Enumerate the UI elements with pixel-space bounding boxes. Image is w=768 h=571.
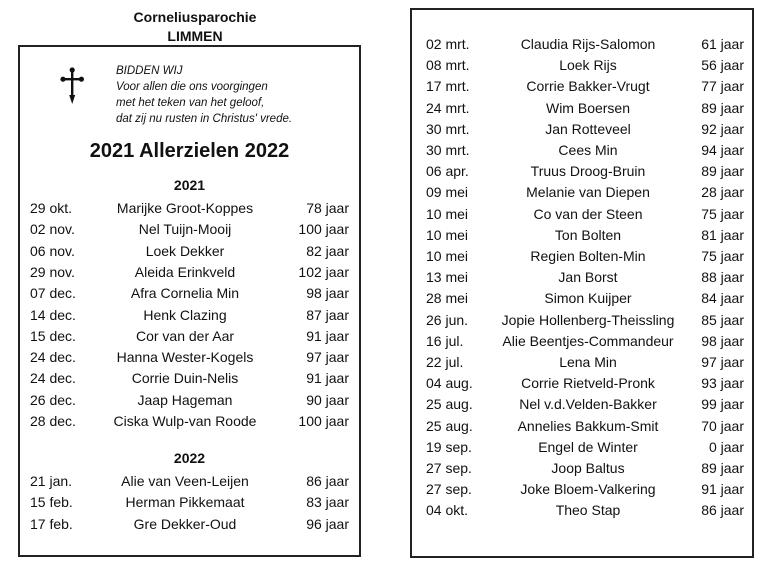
memorial-entry	[30, 241, 349, 262]
entry-age: 78 jaar	[306, 200, 349, 216]
memorial-entry	[426, 416, 744, 437]
prayer-line: met het teken van het geloof,	[116, 97, 265, 109]
entry-date: 17 mrt.	[426, 78, 470, 95]
entry-date: 26 jun.	[426, 311, 469, 328]
entry-date: 06 apr.	[426, 163, 469, 180]
entry-age: 81 jaar	[701, 226, 744, 243]
entry-name: Aleida Erinkveld	[134, 263, 236, 280]
entry-date: 19 sep.	[426, 438, 472, 455]
year-heading-2021: 2021	[173, 177, 206, 193]
entry-name: Wim Boersen	[545, 99, 631, 116]
prayer-text	[116, 63, 292, 127]
entry-date: 30 mrt.	[426, 120, 470, 137]
entry-name: Engel de Winter	[538, 438, 638, 455]
entry-name: Corrie Bakker-Vrugt	[526, 78, 650, 95]
memorial-entry	[426, 458, 744, 479]
entry-date: 16 jul.	[426, 332, 464, 349]
memorial-entry	[426, 246, 744, 267]
memorial-entry	[30, 514, 349, 535]
entry-age: 98 jaar	[306, 285, 349, 302]
entry-name: Jopie Hollenberg-Theissling	[501, 311, 675, 328]
memorial-entry	[30, 411, 349, 432]
entry-age: 86 jaar	[701, 502, 744, 519]
entry-name: Cees Min	[558, 142, 618, 158]
entry-name: Loek Rijs	[559, 57, 617, 74]
entry-date: 10 mei	[426, 205, 469, 222]
memorial-entry	[426, 394, 744, 415]
entry-age: 70 jaar	[701, 417, 744, 434]
entry-age: 100 jaar	[298, 413, 349, 429]
memorial-entry	[426, 76, 744, 97]
entry-date: 21 jan.	[30, 473, 73, 489]
entry-name: Nel Tuijn-Mooij	[138, 221, 232, 238]
memorial-entry	[426, 267, 744, 288]
entry-date: 02 mrt.	[426, 36, 470, 52]
entry-age: 98 jaar	[701, 332, 744, 349]
entry-date: 28 mei	[426, 290, 469, 307]
entry-age: 28 jaar	[701, 184, 744, 201]
entry-date: 26 dec.	[30, 391, 76, 408]
entry-name: Co van der Steen	[533, 205, 643, 222]
entry-name: Ciska Wulp-van Roode	[113, 413, 257, 429]
entry-age: 92 jaar	[701, 120, 744, 137]
memorial-entry	[426, 34, 744, 55]
entry-age: 89 jaar	[701, 163, 744, 180]
entry-name: Melanie van Diepen	[526, 184, 650, 201]
entry-age: 91 jaar	[306, 327, 349, 344]
entry-name: Regien Bolten-Min	[530, 248, 646, 264]
entry-age: 83 jaar	[306, 494, 349, 511]
memorial-entry	[426, 331, 744, 352]
entry-date: 13 mei	[426, 269, 469, 286]
entry-name: Loek Dekker	[145, 242, 225, 259]
entry-date: 15 dec.	[30, 327, 76, 344]
entry-name: Simon Kuijper	[544, 290, 632, 307]
memorial-entry	[30, 262, 349, 283]
memorial-entry	[426, 479, 744, 500]
entry-age: 84 jaar	[701, 290, 744, 307]
entry-name: Afra Cornelia Min	[130, 285, 240, 302]
entry-name: Herman Pikkemaat	[125, 494, 245, 511]
entry-date: 09 mei	[426, 184, 469, 201]
right-page	[410, 8, 754, 558]
page-title: 2021 Allerzielen 2022	[89, 140, 290, 162]
memorial-entry	[426, 119, 744, 140]
entry-name: Theo Stap	[555, 502, 621, 519]
memorial-entry	[426, 140, 744, 161]
memorial-entry	[30, 305, 349, 326]
entry-date: 02 nov.	[30, 221, 75, 238]
memorial-entry	[426, 310, 744, 331]
prayer-line: BIDDEN WIJ	[116, 65, 183, 77]
entry-date: 30 mrt.	[426, 142, 470, 158]
memorial-entry	[30, 219, 349, 240]
entry-date: 28 dec.	[30, 413, 76, 429]
memorial-entry	[426, 352, 744, 373]
entry-date: 10 mei	[426, 248, 469, 264]
entry-age: 85 jaar	[701, 311, 744, 328]
entry-date: 04 okt.	[426, 502, 469, 519]
memorial-entry	[30, 326, 349, 347]
entry-age: 94 jaar	[701, 142, 744, 158]
entry-name: Claudia Rijs-Salomon	[520, 36, 656, 52]
memorial-entry	[30, 471, 349, 492]
entry-name: Marijke Groot-Koppes	[116, 200, 254, 216]
parish-header	[60, 8, 330, 46]
entry-date: 08 mrt.	[426, 57, 470, 74]
entry-name: Jaap Hageman	[137, 391, 233, 408]
memorial-entry	[30, 368, 349, 389]
entry-name: Jan Borst	[558, 269, 618, 286]
entry-age: 91 jaar	[306, 370, 349, 387]
year-heading-2022: 2022	[173, 450, 206, 466]
entry-name: Ton Bolten	[554, 226, 622, 243]
memorial-entry	[426, 182, 744, 203]
entry-age: 90 jaar	[306, 391, 349, 408]
entry-age: 93 jaar	[701, 375, 744, 392]
memorial-entry	[426, 98, 744, 119]
memorial-entry	[426, 288, 744, 309]
entry-name: Gre Dekker-Oud	[133, 515, 237, 532]
entry-date: 14 dec.	[30, 306, 76, 323]
memorial-entry	[30, 390, 349, 411]
entry-name: Joop Baltus	[551, 460, 625, 476]
entry-date: 25 aug.	[426, 396, 473, 413]
entry-age: 97 jaar	[701, 354, 744, 370]
parish-name: Corneliusparochie	[133, 9, 257, 25]
prayer-line: dat zij nu rusten in Christus' vrede.	[116, 113, 293, 125]
entry-age: 0 jaar	[708, 438, 744, 455]
entry-date: 10 mei	[426, 226, 469, 243]
entry-name: Alie Beentjes-Commandeur	[502, 332, 674, 349]
entry-name: Joke Bloem-Valkering	[520, 481, 656, 498]
entry-name: Corrie Rietveld-Pronk	[521, 375, 655, 392]
entry-name: Henk Clazing	[143, 306, 227, 323]
entry-date: 17 feb.	[30, 515, 73, 532]
memorial-entry	[426, 500, 744, 521]
entry-date: 24 dec.	[30, 370, 76, 387]
parish-town: LIMMEN	[167, 28, 223, 44]
entry-age: 86 jaar	[306, 473, 349, 489]
entry-name: Nel v.d.Velden-Bakker	[519, 396, 657, 413]
memorial-entry	[426, 55, 744, 76]
entry-age: 96 jaar	[306, 515, 349, 532]
entry-age: 89 jaar	[701, 99, 744, 116]
memorial-entry	[30, 347, 349, 368]
entry-date: 27 sep.	[426, 460, 472, 476]
entry-date: 15 feb.	[30, 494, 73, 511]
entry-age: 97 jaar	[306, 349, 349, 366]
memorial-entry	[30, 283, 349, 304]
entry-date: 29 okt.	[30, 200, 73, 216]
prayer-line: Voor allen die ons voorgingen	[116, 81, 268, 93]
entry-name: Corrie Duin-Nelis	[131, 370, 239, 387]
memorial-entry	[426, 373, 744, 394]
entry-name: Hanna Wester-Kogels	[116, 349, 254, 366]
entry-date: 27 sep.	[426, 481, 472, 498]
entry-name: Jan Rotteveel	[545, 120, 631, 137]
entry-name: Cor van der Aar	[135, 327, 235, 344]
entry-date: 25 aug.	[426, 417, 473, 434]
entry-age: 99 jaar	[701, 396, 744, 413]
entry-date: 06 nov.	[30, 242, 75, 259]
entry-age: 75 jaar	[701, 205, 744, 222]
entry-name: Truus Droog-Bruin	[530, 163, 646, 180]
entry-date: 24 dec.	[30, 349, 76, 366]
memorial-entry	[426, 225, 744, 246]
entry-age: 61 jaar	[701, 36, 744, 52]
entry-age: 77 jaar	[701, 78, 744, 95]
entry-date: 24 mrt.	[426, 99, 470, 116]
cross-icon	[60, 67, 84, 105]
entry-date: 07 dec.	[30, 285, 76, 302]
entry-name: Lena Min	[559, 354, 617, 370]
entry-age: 89 jaar	[701, 460, 744, 476]
memorial-entry	[30, 492, 349, 513]
entry-date: 04 aug.	[426, 375, 473, 392]
entry-age: 87 jaar	[306, 306, 349, 323]
entry-name: Alie van Veen-Leijen	[121, 473, 249, 489]
entry-age: 75 jaar	[701, 248, 744, 264]
entry-age: 56 jaar	[701, 57, 744, 74]
memorial-entry	[426, 161, 744, 182]
entry-age: 82 jaar	[306, 242, 349, 259]
memorial-entry	[30, 198, 349, 219]
entry-date: 22 jul.	[426, 354, 464, 370]
entry-name: Annelies Bakkum-Smit	[517, 417, 659, 434]
entry-date: 29 nov.	[30, 263, 75, 280]
entry-age: 88 jaar	[701, 269, 744, 286]
memorial-entry	[426, 204, 744, 225]
entry-age: 100 jaar	[298, 221, 349, 238]
entry-age: 102 jaar	[298, 263, 349, 280]
memorial-entry	[426, 437, 744, 458]
left-page	[18, 45, 361, 557]
entry-age: 91 jaar	[701, 481, 744, 498]
